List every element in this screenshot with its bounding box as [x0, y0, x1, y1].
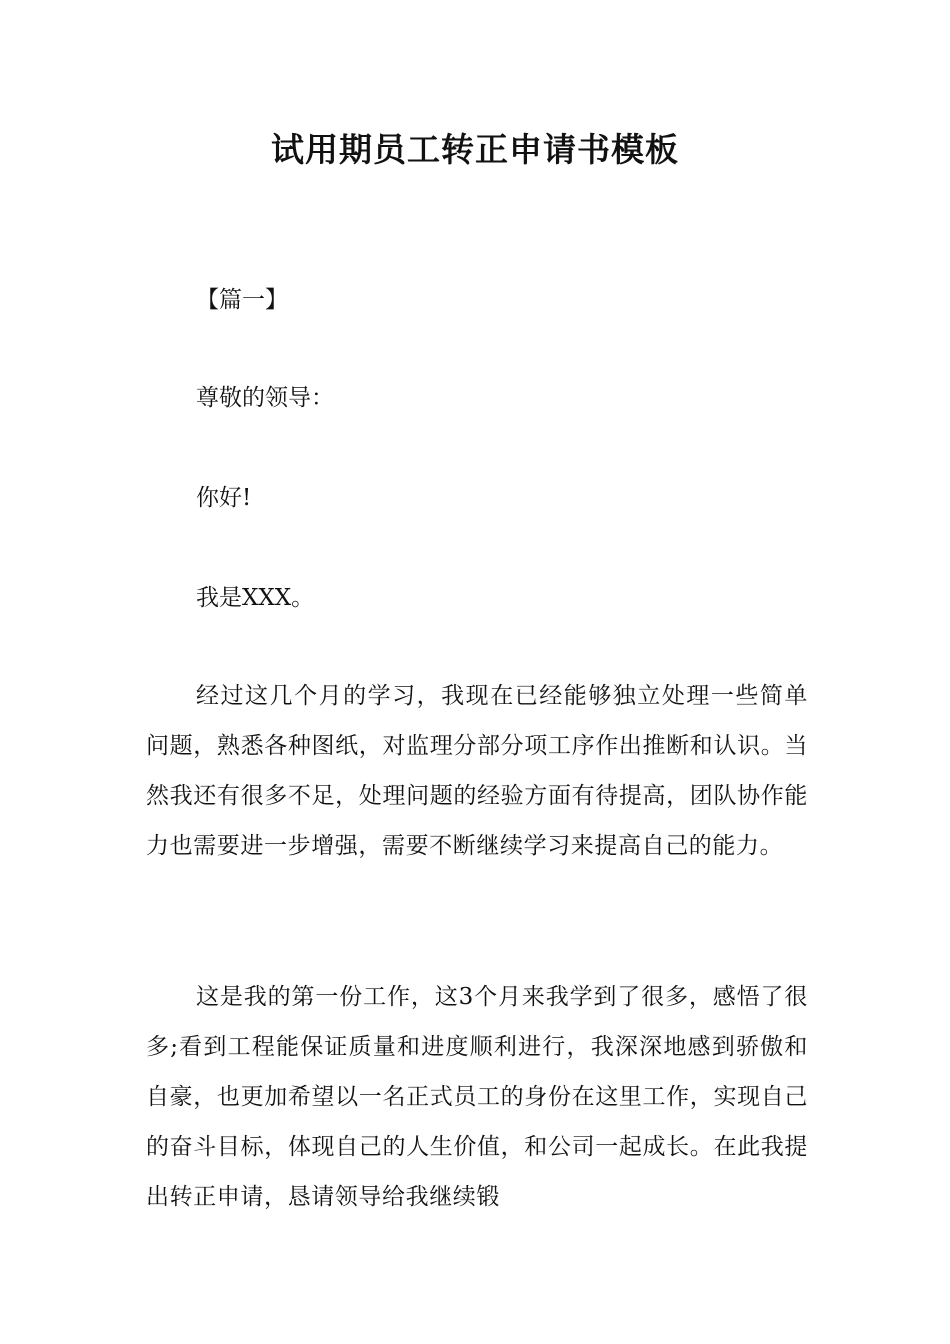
intro-line: 我是XXX。: [196, 585, 315, 611]
greeting: 你好!: [196, 485, 252, 511]
section-label: 【篇一】: [196, 287, 288, 313]
body-paragraph: 经过这几个月的学习，我现在已经能够独立处理一些简单问题，熟悉各种图纸，对监理分部分项工序作出推断和认识。当然我还有很多不足，处理问题的经验方面有待提高，团队协作能力也需要进一步增强，需要不断继续学习来提高自己的能力。: [146, 683, 808, 859]
salutation: 尊敬的领导：: [196, 385, 334, 411]
document-title: 试用期员工转正申请书模板: [271, 130, 679, 169]
body-paragraph: 这是我的第一份工作，这3个月来我学到了很多，感悟了很多;看到工程能保证质量和进度顺利进行，我深深地感到骄傲和自豪，也更加希望以一名正式员工的身份在这里工作，实现自己的奋斗目标，体现自己的人生价值，和公司一起成长。在此我提出转正申请，恳请领导给我继续锻: [146, 984, 808, 1210]
